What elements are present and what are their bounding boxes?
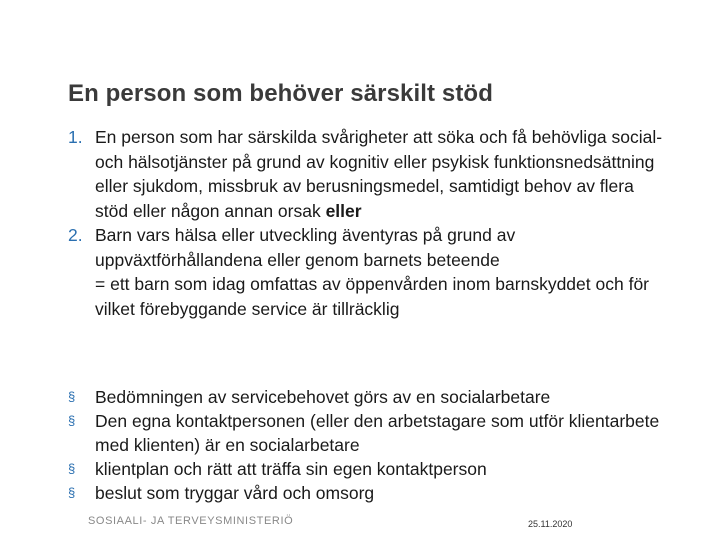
item-text: Barn vars hälsa eller utveckling äventyras på grund av uppväxtförhållandena eller genom barnets beteende <box>95 225 516 270</box>
bullet-text: beslut som tryggar vård och omsorg <box>95 483 375 503</box>
bullet-text: Bedömningen av servicebehovet görs av en socialarbetare <box>95 387 551 407</box>
numbered-item <box>68 125 668 223</box>
bullet-marker: § <box>68 389 76 404</box>
bullet-item <box>68 481 678 505</box>
item-text-bold: eller <box>325 200 362 221</box>
bullet-item <box>68 385 678 409</box>
item-number: 1. <box>68 127 83 147</box>
bullet-text: Den egna kontaktpersonen (eller den arbetstagare som utför klientarbete med klienten) är en socialarbetare <box>95 411 660 455</box>
bullet-marker: § <box>68 413 76 428</box>
numbered-list <box>68 125 668 321</box>
bullet-text: klientplan och rätt att träffa sin egen kontaktperson <box>95 459 487 479</box>
bullet-item <box>68 409 678 457</box>
footer-organization: SOSIAALI- JA TERVEYSMINISTERIÖ <box>88 515 294 527</box>
slide-title: En person som behöver särskilt stöd <box>68 80 493 107</box>
bullet-item <box>68 457 678 481</box>
footer-date: 25.11.2020 <box>528 519 573 529</box>
item-number: 2. <box>68 225 83 245</box>
bullet-list <box>68 385 678 505</box>
bullet-marker: § <box>68 485 76 500</box>
item-text: En person som har särskilda svårigheter att söka och få behövliga social- och hälsotjänster på grund av kognitiv eller psykisk funktionsnedsättning eller sjukdom, missbruk av berusningsmedel, samtidigt behov av flera stöd eller någon annan orsak <box>95 127 663 221</box>
note-text: = ett barn som idag omfattas av öppenvården inom barnskyddet och för vilket förebyggande service är tillräcklig <box>95 274 650 319</box>
numbered-item <box>68 223 668 272</box>
bullet-marker: § <box>68 461 76 476</box>
